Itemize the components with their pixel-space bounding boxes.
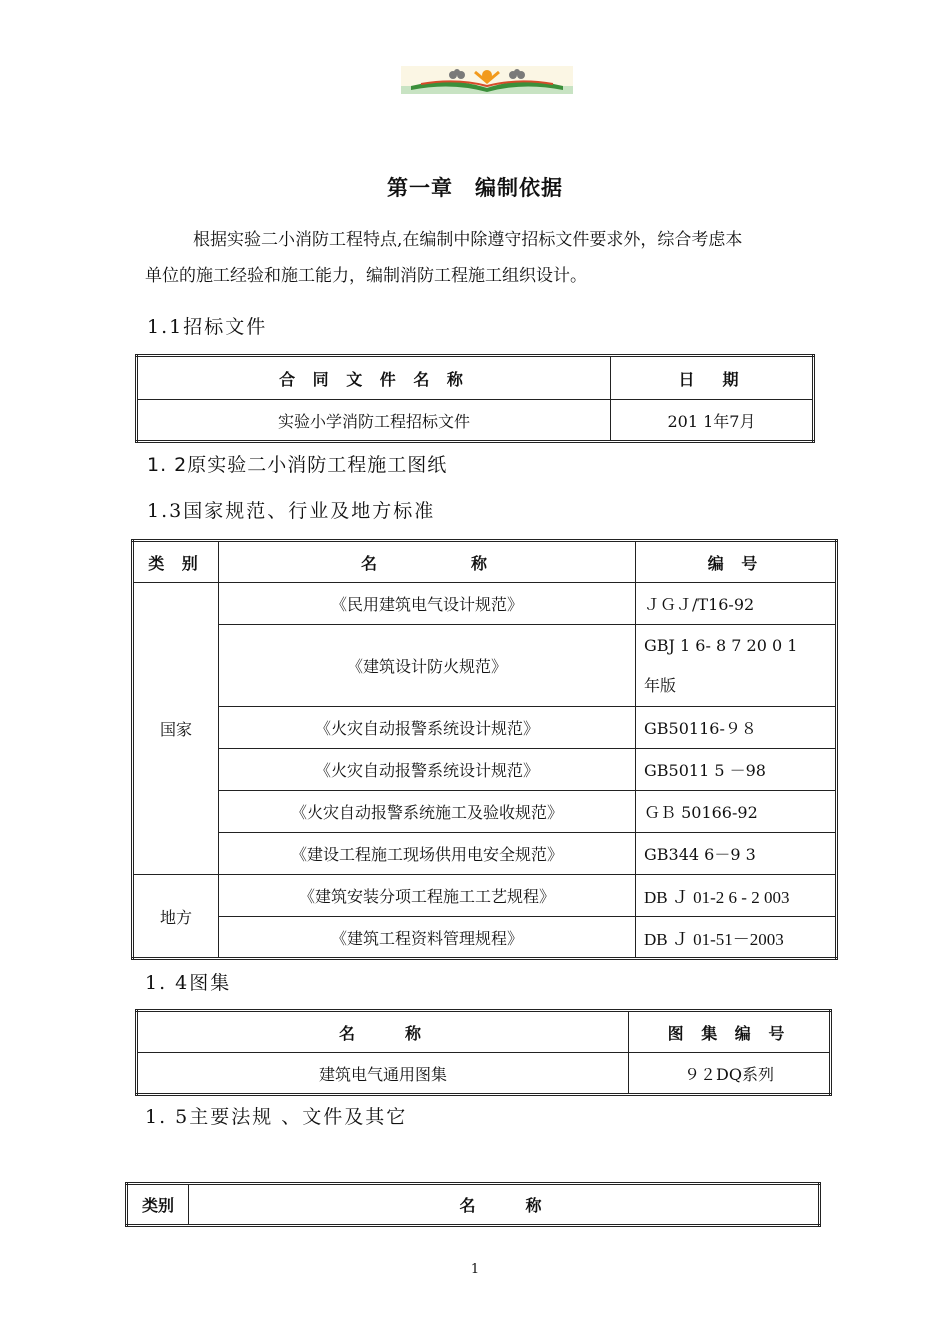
atlas-name: 建筑电气通用图集: [137, 1053, 629, 1095]
standard-code: DB Ｊ 01-2 6 - 2 003: [636, 875, 837, 917]
table-row: [133, 625, 837, 707]
section-1-3-heading: 1.3国家规范、行业及地方标准: [147, 500, 436, 522]
table2-header-category: 类 别: [133, 541, 219, 583]
standard-code: DB Ｊ 01-51－2003: [636, 917, 837, 959]
table3-header-name: 名 称: [137, 1011, 629, 1053]
standard-name: 《建设工程施工现场供用电安全规范》: [219, 833, 636, 875]
regulations-table: [125, 1182, 821, 1227]
table1-cell-name: 实验小学消防工程招标文件: [137, 400, 611, 442]
standard-code: ＪＧＪ/T16-92: [636, 583, 837, 625]
table-row: [133, 791, 837, 833]
standard-code: [636, 625, 837, 707]
section-1-5-heading: 1. 5主要法规 、文件及其它: [145, 1106, 408, 1128]
standard-code-line-1: GBJ 1 6- 8 7 20 0 1: [644, 635, 798, 655]
intro-line-1: 根据实验二小消防工程特点,在编制中除遵守招标文件要求外，综合考虑本: [193, 230, 743, 250]
standard-name: 《火灾自动报警系统设计规范》: [219, 749, 636, 791]
table4-header-category: 类别: [127, 1184, 189, 1226]
table-row: [137, 1053, 831, 1095]
table2-header-name: 名 称: [219, 541, 636, 583]
section-1-1-heading: 1.1招标文件: [147, 316, 268, 338]
table-row: [133, 917, 837, 959]
atlas-table: [135, 1009, 832, 1096]
standard-name: 《火灾自动报警系统施工及验收规范》: [219, 791, 636, 833]
table-row: [133, 833, 837, 875]
table-row: [133, 875, 837, 917]
standard-code: GB344 6－9 3: [636, 833, 837, 875]
table3-header-code: 图 集 编 号: [629, 1011, 831, 1053]
table1-header-date: 日 期: [611, 356, 814, 400]
standard-name: 《建筑设计防火规范》: [219, 625, 636, 707]
chapter-title: 第一章 编制依据: [387, 176, 563, 200]
header-logo: [401, 66, 573, 94]
standard-name: 《建筑安装分项工程施工工艺规程》: [219, 875, 636, 917]
section-1-2-heading: 1. 2原实验二小消防工程施工图纸: [147, 454, 448, 476]
page-number: 1: [470, 1262, 480, 1277]
standard-code: ＧＢ 50166-92: [636, 791, 837, 833]
standard-name: 《民用建筑电气设计规范》: [219, 583, 636, 625]
table-row: [133, 707, 837, 749]
intro-line-2: 单位的施工经验和施工能力，编制消防工程施工组织设计。: [145, 266, 587, 286]
standard-code: GB50116-９８: [636, 707, 837, 749]
category-local: 地方: [133, 875, 219, 959]
standard-name: 《火灾自动报警系统设计规范》: [219, 707, 636, 749]
category-national: 国家: [133, 583, 219, 875]
atlas-code: ９２DQ系列: [629, 1053, 831, 1095]
standard-name: 《建筑工程资料管理规程》: [219, 917, 636, 959]
standard-code: GB5011 5 －98: [636, 749, 837, 791]
table4-header-name: 名 称: [189, 1184, 820, 1226]
tender-documents-table: [135, 354, 815, 443]
section-1-4-heading: 1. 4图集: [145, 972, 232, 994]
table-row: [137, 400, 814, 442]
standards-table: [131, 539, 838, 960]
table2-header-code: 编 号: [636, 541, 837, 583]
table-row: [133, 583, 837, 625]
table-row: [133, 749, 837, 791]
table1-header-name: 合 同 文 件 名 称: [137, 356, 611, 400]
standard-code-line-2: 年版: [644, 675, 677, 695]
table1-cell-date: 201 1年7月: [611, 400, 814, 442]
